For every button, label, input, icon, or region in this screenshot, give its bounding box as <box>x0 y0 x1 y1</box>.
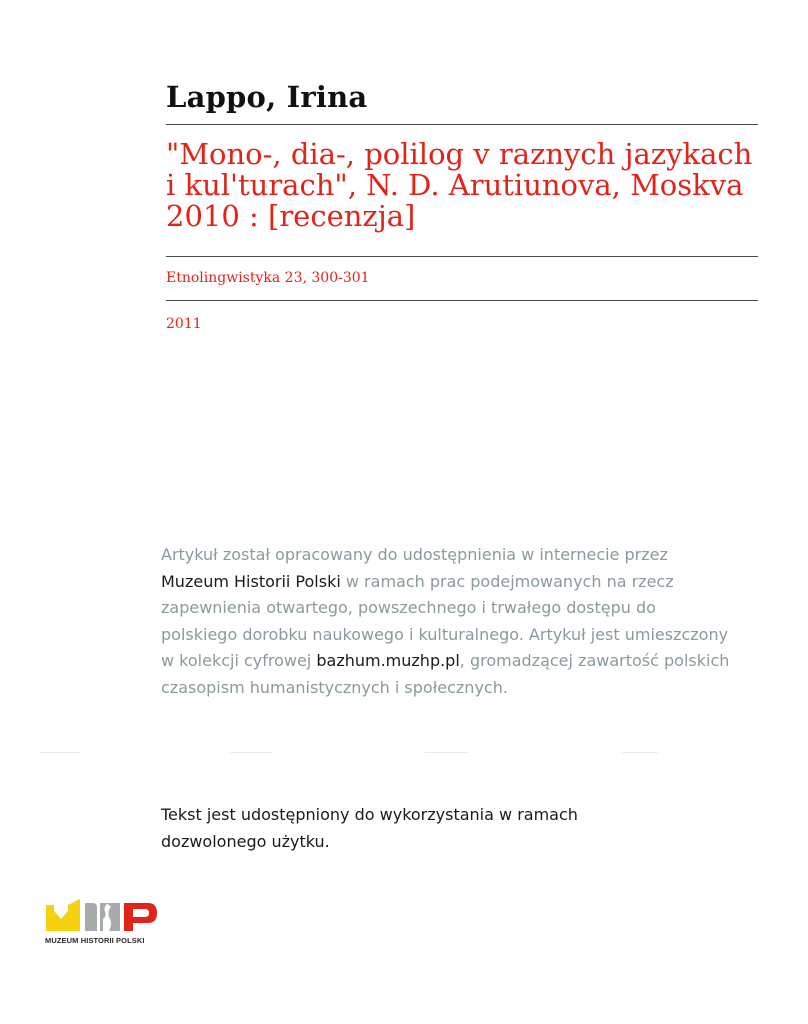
divider-rule <box>166 256 758 257</box>
title-line: "Mono-, dia-, polilog v raznych jazykach <box>166 137 753 171</box>
publication-year: 2011 <box>166 316 202 332</box>
separator-dashes <box>40 752 660 754</box>
divider-rule <box>166 124 758 125</box>
license-line: Tekst jest udostępniony do wykorzystania w ramach <box>161 805 578 824</box>
notice-text: czasopism humanistycznych i społecznych. <box>161 677 508 697</box>
access-notice <box>161 542 761 701</box>
notice-text: Artykuł został opracowany do udostępnienia w internecie przez <box>161 545 668 564</box>
author-name: Lappo, Irina <box>166 80 368 114</box>
notice-text: w ramach prac podejmowanych na rzecz <box>340 571 674 591</box>
license-notice <box>161 802 661 855</box>
notice-text: , gromadzącej zawartość polskich <box>459 651 730 670</box>
source-citation: Etnolingwistyka 23, 300-301 <box>166 270 370 286</box>
title-line: i kul'turach", N. D. Arutiunova, Moskva <box>166 168 744 202</box>
license-line: dozwolonego użytku. <box>161 831 330 851</box>
notice-text: polskiego dorobku naukowego i kulturalnego. Artykuł jest umieszczony <box>161 624 729 644</box>
logo-p-shape <box>124 903 157 931</box>
article-title <box>166 139 766 232</box>
collection-link[interactable]: bazhum.muzhp.pl <box>316 651 460 670</box>
notice-text: w kolekcji cyfrowej <box>161 651 317 670</box>
title-line: 2010 : [recenzja] <box>166 199 416 233</box>
notice-text: zapewnienia otwartego, powszechnego i trwałego dostępu do <box>161 598 656 617</box>
museum-name: Muzeum Historii Polski <box>161 571 341 591</box>
divider-rule <box>166 300 758 301</box>
logo-h-shape <box>85 903 97 931</box>
logo-caption: MUZEUM HISTORII POLSKI <box>45 936 145 945</box>
